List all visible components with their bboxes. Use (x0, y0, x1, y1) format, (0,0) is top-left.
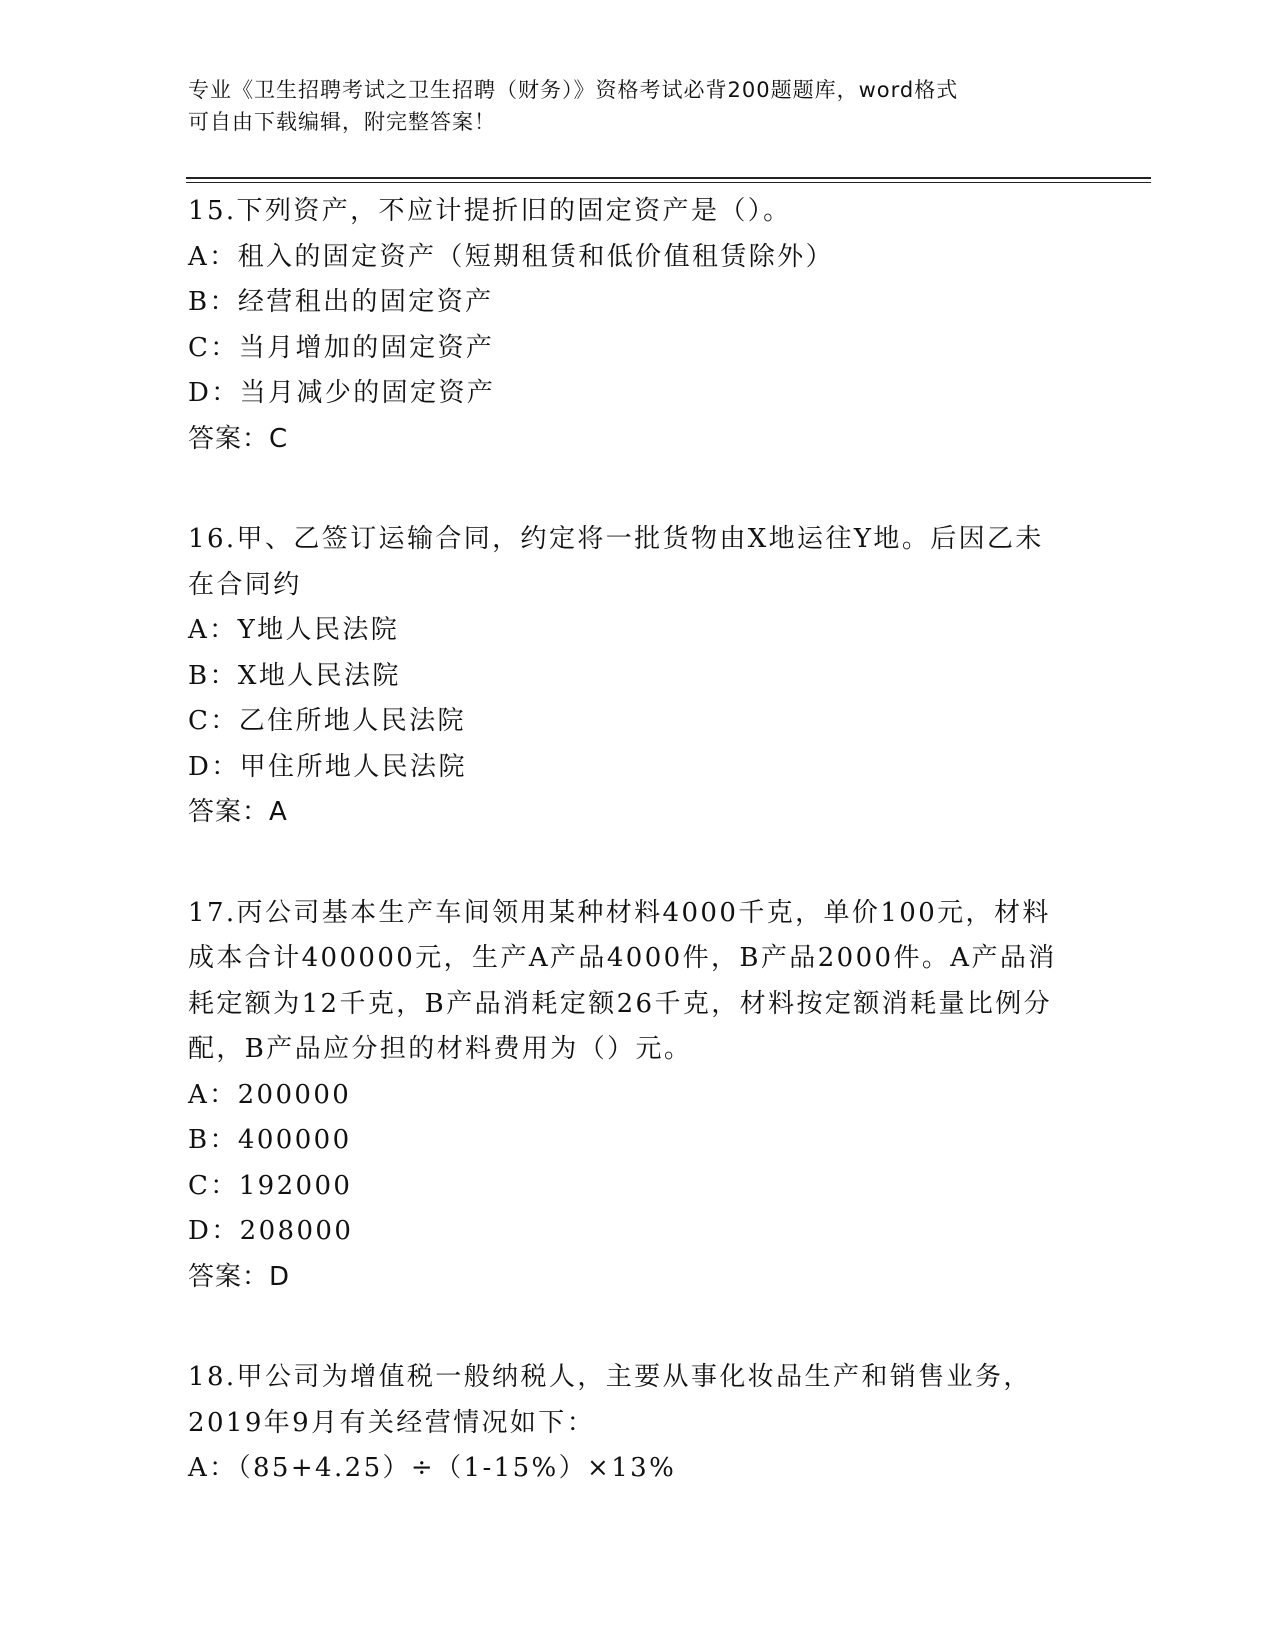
question-text-line: 18.甲公司为增值税一般纳税人，主要从事化妆品生产和销售业务， (188, 1362, 1032, 1392)
question-text-line: 成本合计400000元，生产A产品4000件，B产品2000件。A产品消 (188, 943, 1057, 973)
question-17 (188, 891, 1088, 1301)
option-d: D：208000 (188, 1216, 354, 1246)
option-d: D：甲住所地人民法院 (188, 751, 467, 782)
option-a: A：Y地人民法院 (188, 615, 400, 645)
header-line-2: 可自由下载编辑，附完整答案！ (188, 110, 496, 134)
question-text-line: 16.甲、乙签订运输合同，约定将一批货物由X地运往Y地。后因乙未 (188, 524, 1044, 554)
answer: 答案：C (188, 423, 289, 454)
question-text-line: 2019年9月有关经营情况如下： (188, 1407, 596, 1438)
option-a: A：200000 (188, 1079, 352, 1110)
option-c: C：192000 (188, 1170, 353, 1201)
header-divider-thin (186, 182, 1151, 183)
option-d: D：当月减少的固定资产 (188, 378, 496, 408)
header-divider-thick (186, 177, 1151, 179)
option-c: C：当月增加的固定资产 (188, 332, 495, 363)
option-c: C：乙住所地人民法院 (188, 706, 466, 736)
option-b: B：400000 (188, 1125, 352, 1155)
question-list (188, 189, 1088, 1547)
question-text-line: 耗定额为12千克，B产品消耗定额26千克，材料按定额消耗量比例分 (188, 988, 1053, 1019)
question-text-line: 15.下列资产，不应计提折旧的固定资产是（）。 (188, 196, 792, 226)
question-text-line: 配，B产品应分担的材料费用为（）元。 (188, 1034, 693, 1064)
option-a: A：租入的固定资产（短期租赁和低价值租赁除外） (188, 241, 834, 272)
option-b: B：X地人民法院 (188, 660, 401, 691)
question-text-line: 在合同约 (188, 569, 302, 600)
question-15 (188, 189, 1088, 462)
option-a: A：（85+4.25）÷（1-15%）×13% (188, 1453, 677, 1483)
question-text-line: 17.丙公司基本生产车间领用某种材料4000千克，单价100元，材料 (188, 897, 1051, 928)
document-header (188, 74, 1088, 138)
answer: 答案：D (188, 1261, 291, 1292)
question-16 (188, 517, 1088, 836)
option-b: B：经营租出的固定资产 (188, 287, 494, 317)
question-18 (188, 1355, 1088, 1492)
header-line-1: 专业《卫生招聘考试之卫生招聘（财务）》资格考试必背200题题库，word格式 (188, 78, 959, 102)
answer: 答案：A (188, 797, 288, 827)
